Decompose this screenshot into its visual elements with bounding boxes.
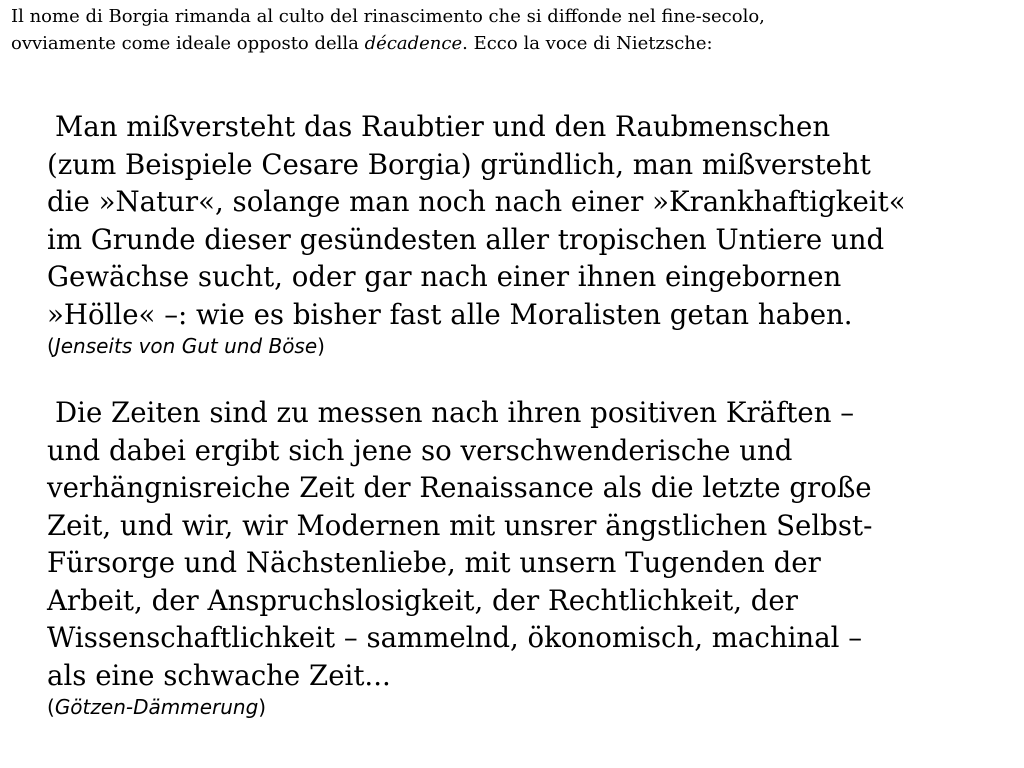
quote-1-line: »Hölle« –: wie es bisher fast alle Moralisten getan haben. bbox=[47, 297, 853, 331]
nietzsche-quote-1 bbox=[47, 108, 1017, 360]
quote-2-line: verhängnisreiche Zeit der Renaissance als die letzte große bbox=[47, 471, 872, 504]
quote-1-citation bbox=[47, 333, 1017, 360]
intro-line-2-end: . Ecco la voce di Nietzsche: bbox=[462, 33, 713, 54]
quote-2-citation bbox=[47, 694, 1017, 721]
citation-paren-close: ) bbox=[258, 695, 267, 719]
quote-2-line: Fürsorge und Nächstenliebe, mit unsern Tugenden der bbox=[47, 546, 821, 579]
quote-2-line: Wissenschaftlichkeit – sammelnd, ökonomisch, machinal – bbox=[47, 621, 863, 654]
quote-1-line: (zum Beispiele Cesare Borgia) gründlich, man mißversteht bbox=[47, 147, 871, 181]
quote-2-line: als eine schwache Zeit... bbox=[47, 658, 391, 692]
quote-2-line: Arbeit, der Anspruchslosigkeit, der Rechtlichkeit, der bbox=[47, 583, 798, 617]
quote-2-line: und dabei ergibt sich jene so verschwenderische und bbox=[47, 433, 793, 467]
citation-paren-close: ) bbox=[317, 334, 325, 358]
quote-1-line: Gewächse sucht, oder gar nach einer ihnen eingebornen bbox=[47, 260, 842, 293]
quote-1-line: die »Natur«, solange man noch nach einer »Krankhaftigkeit« bbox=[47, 185, 906, 218]
quote-1-line bbox=[47, 108, 1017, 146]
citation-paren-open: ( bbox=[47, 334, 55, 358]
quote-1-line-text: Man mißversteht das Raubtier und den Raubmenschen bbox=[55, 110, 831, 143]
quote-2-line bbox=[47, 394, 1017, 432]
citation-source-title: Jenseits von Gut und Böse bbox=[54, 334, 318, 358]
intro-line-1: Il nome di Borgia rimanda al culto del rinascimento che si diffonde nel fine-secolo, bbox=[11, 6, 765, 27]
citation-paren-open: ( bbox=[47, 695, 55, 719]
intro-line-2-start: ovviamente come ideale opposto della bbox=[11, 33, 365, 54]
quote-2-line-text: Die Zeiten sind zu messen nach ihren positiven Kräften – bbox=[55, 396, 855, 429]
intro-paragraph bbox=[11, 3, 1011, 57]
citation-source-title: Götzen-Dämmerung bbox=[54, 695, 259, 719]
quote-2-line: Zeit, und wir, wir Modernen mit unsrer ängstlichen Selbst- bbox=[47, 508, 873, 542]
intro-line-2 bbox=[11, 30, 1011, 57]
quote-1-line: im Grunde dieser gesündesten aller tropischen Untiere und bbox=[47, 222, 885, 256]
nietzsche-quote-2 bbox=[47, 394, 1017, 721]
intro-emphasis: décadence bbox=[364, 33, 463, 54]
